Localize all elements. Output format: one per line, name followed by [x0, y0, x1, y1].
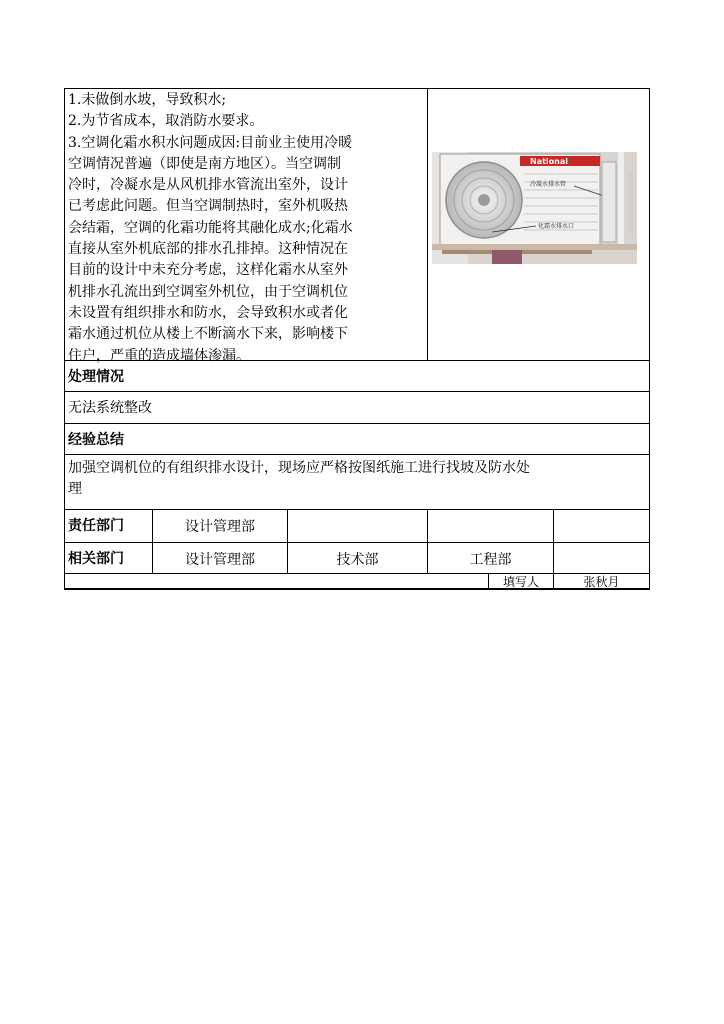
issue-line: 未设置有组织排水和防水，会导致积水或者化: [68, 304, 348, 321]
ac-unit-illustration: [432, 152, 637, 264]
related-dept-label: 相关部门: [68, 551, 124, 567]
related-dept-value: 工程部: [469, 552, 512, 568]
related-dept-value: 设计管理部: [185, 552, 255, 568]
issue-line: 冷时，冷凝水是从风机排水管流出室外，设计: [68, 177, 348, 194]
issue-line: 住户，严重的造成墙体渗漏。: [68, 347, 250, 364]
issue-line: 霜水通过机位从楼上不断滴水下来，影响楼下: [68, 326, 348, 343]
experience-line: 理: [68, 481, 82, 498]
defrost-outlet-label: 化霜水排水口: [538, 223, 575, 230]
row-divider: [64, 423, 650, 424]
responsible-dept-label: 责任部门: [68, 518, 124, 534]
issue-line: 机排水孔流出到空调室外机位，由于空调机位: [68, 283, 348, 300]
issue-line: 直接从室外机底部的排水孔排掉。这种情况在: [68, 241, 348, 258]
row-divider: [64, 454, 650, 455]
issue-line: 目前的设计中未充分考虑，这样化霜水从室外: [68, 262, 348, 279]
issue-line: 空调情况普遍（即使是南方地区）。当空调制: [68, 155, 341, 172]
issue-line: 会结霜，空调的化霜功能将其融化成水;化霜水: [68, 219, 353, 236]
related-dept-value: 技术部: [336, 552, 379, 568]
col-divider: [427, 88, 428, 360]
issue-line: 2.为节省成本，取消防水要求。: [68, 113, 264, 130]
issue-line: 3.空调化霜水积水问题成因:目前业主使用冷暖: [68, 134, 353, 151]
condensate-pipe-label: 冷凝水排水管: [530, 181, 567, 188]
experience-heading: 经验总结: [68, 432, 124, 448]
handling-content: 无法系统整改: [68, 400, 152, 416]
filler-name: 张秋月: [583, 575, 620, 589]
issue-description: [68, 90, 424, 367]
row-divider: [64, 391, 650, 392]
responsible-dept-value: 设计管理部: [185, 519, 255, 535]
issue-line: 1.未做倒水坡，导致积水;: [68, 92, 227, 108]
handling-heading: 处理情况: [68, 369, 124, 385]
issue-line: 已考虑此问题。但当空调制热时，室外机吸热: [68, 198, 348, 215]
ac-unit-photo: [432, 152, 637, 264]
brand-label: National: [530, 157, 568, 166]
filler-label: 填写人: [502, 575, 539, 589]
col-divider: [553, 509, 554, 573]
experience-line: 加强空调机位的有组织排水设计，现场应严格按图纸施工进行找坡及防水处: [68, 460, 530, 476]
experience-content: [68, 458, 648, 501]
